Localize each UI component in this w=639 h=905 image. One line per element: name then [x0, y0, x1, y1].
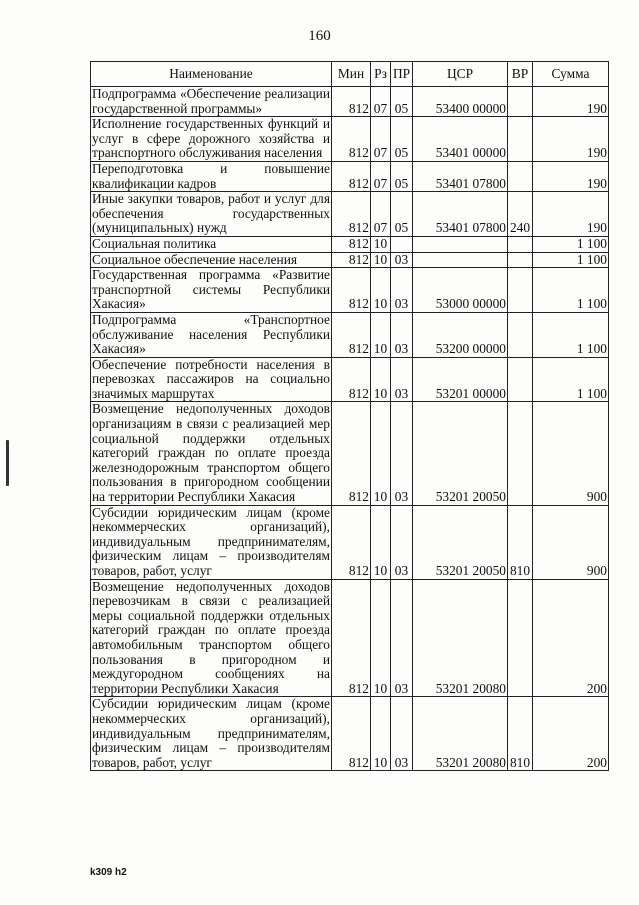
table-header-row — [91, 62, 609, 87]
column-header-sum: Сумма — [533, 62, 609, 87]
cell-pr: 03 — [391, 505, 413, 579]
cell-vr — [508, 117, 533, 162]
cell-name: Социальное обеспечение населения — [91, 252, 332, 268]
page-number: 160 — [308, 28, 331, 44]
cell-rz: 07 — [371, 87, 391, 117]
cell-sum: 200 — [533, 579, 609, 697]
cell-csr: 53401 00000 — [413, 117, 508, 162]
cell-sum: 1 100 — [533, 252, 609, 268]
cell-csr: 53401 07800 — [413, 192, 508, 237]
cell-min: 812 — [332, 236, 371, 252]
column-header-pr: ПР — [391, 62, 413, 87]
table-row — [91, 268, 609, 313]
cell-name: Подпрограмма «Транспортное обслуживание населения Республики Хакасия» — [92, 312, 330, 357]
table-body — [91, 87, 609, 771]
table-row — [91, 697, 609, 771]
column-header-vr: ВР — [508, 62, 533, 87]
cell-name: Социальная политика — [91, 236, 332, 252]
budget-table — [90, 61, 609, 771]
cell-sum: 900 — [533, 505, 609, 579]
cell-pr: 05 — [391, 87, 413, 117]
cell-name: Иные закупки товаров, работ и услуг для обеспечения государственных (муниципальных) нужд — [92, 191, 330, 236]
cell-pr: 05 — [391, 117, 413, 162]
cell-name: Возмещение недополученных доходов перевозчикам в связи с реализацией меры социальной поддержки отдельных категорий граждан по оплате проезда автомобильным транспортом общего пользования в пригородном и междугородном сообщениях на территории Республики Хакасия — [92, 579, 330, 696]
cell-min: 812 — [332, 505, 371, 579]
table-row — [91, 192, 609, 237]
cell-csr: 53400 00000 — [413, 87, 508, 117]
table-row — [91, 161, 609, 191]
cell-csr: 53200 00000 — [413, 312, 508, 357]
cell-name: Обеспечение потребности населения в перевозках пассажиров на социально значимых маршрутах — [92, 357, 330, 401]
cell-sum: 1 100 — [533, 312, 609, 357]
cell-vr — [508, 402, 533, 505]
cell-sum: 190 — [533, 161, 609, 191]
cell-sum: 900 — [533, 402, 609, 505]
footer-code: k309 h2 — [90, 867, 127, 878]
cell-min: 812 — [332, 161, 371, 191]
cell-vr: 810 — [508, 505, 533, 579]
table-row — [91, 579, 609, 697]
cell-csr: 53000 00000 — [413, 268, 508, 313]
cell-sum: 1 100 — [533, 268, 609, 313]
cell-name: Переподготовка и повышение квалификации кадров — [92, 161, 330, 191]
cell-name: Государственная программа «Развитие транспортной системы Республики Хакасия» — [92, 267, 330, 312]
cell-name: Возмещение недополученных доходов организациям в связи с реализацией мер социальной поддержки отдельных категорий граждан по оплате проезда железнодорожным транспортом общего пользования в пригородном сообщении на территории Республики Хакасия — [92, 401, 330, 505]
cell-csr: 53201 20080 — [413, 697, 508, 771]
cell-sum: 200 — [533, 697, 609, 771]
table-row — [91, 117, 609, 162]
column-header-csr: ЦСР — [413, 62, 508, 87]
cell-pr: 03 — [391, 268, 413, 313]
cell-min: 812 — [332, 87, 371, 117]
cell-rz: 10 — [371, 312, 391, 357]
cell-sum: 1 100 — [533, 357, 609, 402]
cell-vr — [508, 268, 533, 313]
column-header-rz: Рз — [371, 62, 391, 87]
cell-min: 812 — [332, 312, 371, 357]
cell-sum: 190 — [533, 87, 609, 117]
cell-pr: 03 — [391, 312, 413, 357]
cell-min: 812 — [332, 697, 371, 771]
column-header-name: Наименование — [91, 62, 332, 87]
cell-csr — [413, 236, 508, 252]
cell-min: 812 — [332, 192, 371, 237]
cell-sum: 190 — [533, 192, 609, 237]
cell-min: 812 — [332, 579, 371, 697]
table-row — [91, 236, 609, 252]
cell-pr: 05 — [391, 192, 413, 237]
cell-pr — [391, 236, 413, 252]
cell-rz: 10 — [371, 268, 391, 313]
table-row — [91, 402, 609, 505]
table-row — [91, 357, 609, 402]
cell-vr — [508, 252, 533, 268]
cell-csr: 53401 07800 — [413, 161, 508, 191]
table-row — [91, 252, 609, 268]
cell-vr — [508, 579, 533, 697]
cell-vr: 810 — [508, 697, 533, 771]
cell-pr: 03 — [391, 579, 413, 697]
cell-csr: 53201 00000 — [413, 357, 508, 402]
cell-min: 812 — [332, 357, 371, 402]
cell-min: 812 — [332, 117, 371, 162]
cell-name: Исполнение государственных функций и услуг в сфере дорожного хозяйства и транспортного обслуживания населения — [92, 116, 330, 161]
cell-sum: 1 100 — [533, 236, 609, 252]
column-header-min: Мин — [332, 62, 371, 87]
scan-artifact-mark — [6, 440, 9, 486]
cell-rz: 10 — [371, 505, 391, 579]
cell-rz: 10 — [371, 357, 391, 402]
cell-vr — [508, 87, 533, 117]
cell-vr: 240 — [508, 192, 533, 237]
cell-rz: 10 — [371, 579, 391, 697]
cell-rz: 10 — [371, 236, 391, 252]
cell-rz: 10 — [371, 697, 391, 771]
cell-csr: 53201 20050 — [413, 402, 508, 505]
cell-pr: 03 — [391, 357, 413, 402]
cell-csr — [413, 252, 508, 268]
cell-name: Субсидии юридическим лицам (кроме некоммерческих организаций), индивидуальным предпринимателям, физическим лицам – производителям товаров, работ, услуг — [92, 696, 330, 770]
cell-vr — [508, 357, 533, 402]
cell-min: 812 — [332, 252, 371, 268]
table-row — [91, 87, 609, 117]
cell-sum: 190 — [533, 117, 609, 162]
cell-min: 812 — [332, 268, 371, 313]
cell-csr: 53201 20080 — [413, 579, 508, 697]
cell-vr — [508, 312, 533, 357]
table-row — [91, 312, 609, 357]
cell-pr: 03 — [391, 402, 413, 505]
cell-name: Подпрограмма «Обеспечение реализации государственной программы» — [92, 86, 330, 116]
table-row — [91, 505, 609, 579]
cell-pr: 05 — [391, 161, 413, 191]
cell-min: 812 — [332, 402, 371, 505]
cell-vr — [508, 236, 533, 252]
cell-csr: 53201 20050 — [413, 505, 508, 579]
cell-rz: 07 — [371, 161, 391, 191]
cell-rz: 10 — [371, 402, 391, 505]
cell-rz: 10 — [371, 252, 391, 268]
cell-name: Субсидии юридическим лицам (кроме некоммерческих организаций), индивидуальным предпринимателям, физическим лицам – производителям товаров, работ, услуг — [92, 505, 330, 578]
cell-vr — [508, 161, 533, 191]
cell-pr: 03 — [391, 697, 413, 771]
cell-pr: 03 — [391, 252, 413, 268]
cell-rz: 07 — [371, 117, 391, 162]
cell-rz: 07 — [371, 192, 391, 237]
